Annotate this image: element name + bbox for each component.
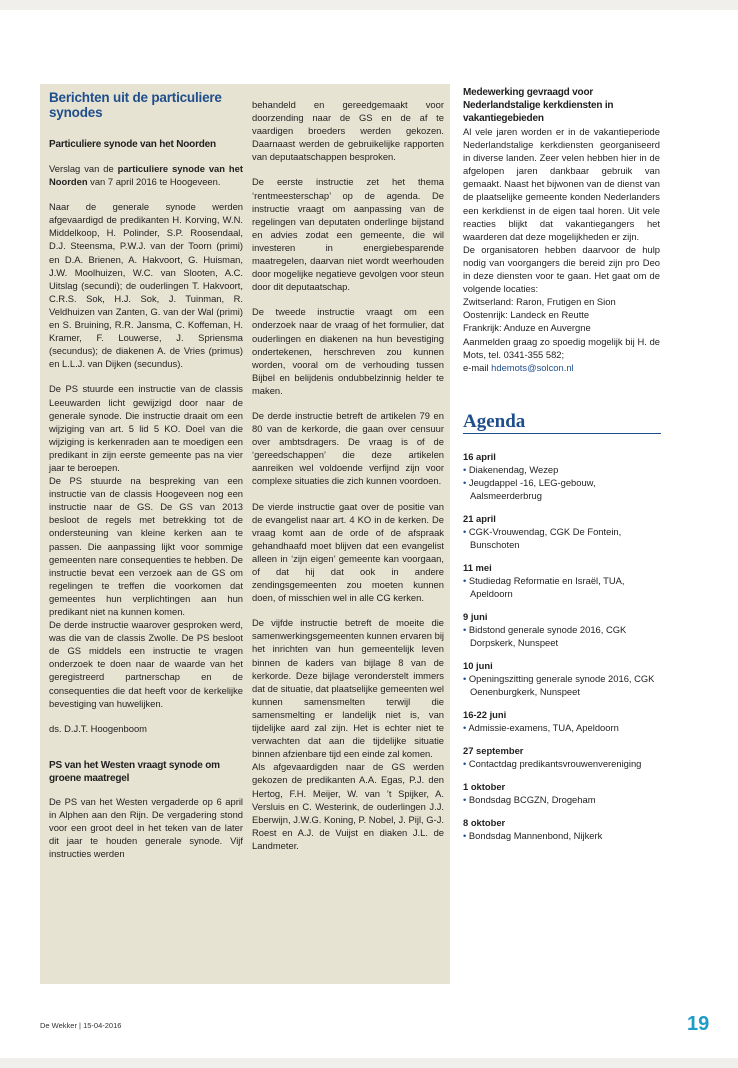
agenda-date: 11 mei [463,561,492,573]
location-line: Zwitserland: Raron, Frutigen en Sion [463,296,616,308]
email-link[interactable]: hdemots@solcon.nl [491,361,574,373]
column-left [49,90,243,860]
location-line: Oostenrijk: Landeck en Reutte [463,309,590,321]
footer-publication: De Wekker | 15-04-2016 [40,1021,122,1030]
agenda-item: • Openingszitting generale synode 2016, CGK Oenenburgkerk, Nunspeet [463,672,655,697]
bullet-icon: • [463,793,469,805]
agenda-item: • Jeugdappel -16, LEG-gebouw, Aalsmeerderbrug [463,476,596,501]
noorden-paragraph: De PS stuurde na bespreking van een instructie van de classis Hoogeveen nog een instructie naar de GS. De GS van 2013 besloot de regels met betrekking tot de ondersteuning van kleine kerken aan te passen. Die aanpassing lijkt voor sommige gemeenten nare consequenties te hebben. De instructie bevat een verzoek aan de GS om regelingen te treffen die voorkomen dat gemeentes hun verplichtingen aan hun predikant niet na kunnen komen. [49,475,243,617]
agenda-date: 10 juni [463,659,493,671]
agenda-divider [463,433,661,434]
noorden-paragraph: De derde instructie waarover gesproken werd, was die van de classis Zwolle. De PS besloot de GS middels een instructie te vragen onderzoek te doen naar de waarde van het geregistreerd partnerschap en de consequenties die dat heeft voor de kerkelijke bevestiging van huwelijken. [49,619,243,709]
westen-heading: PS van het Westen vraagt synode om groene maatregel [49,759,220,784]
agenda-item: • Studiedag Reformatie en Israël, TUA, Apeldoorn [463,574,625,599]
bullet-icon: • [463,476,469,488]
signature: ds. D.J.T. Hoogenboom [49,722,147,734]
vakantie-paragraph: Al vele jaren worden er in de vakantieperiode Nederlandstalige kerkdiensten georganiseerd in diverse landen. Zeer velen hebben hier in de afgelopen jaren dankbaar gebruik van gemaakt. Naast het bijwonen van de dienst van de plaatselijke gemeente konden Nederlanders een kerkdienst in de eigen taal horen. Uit vele reacties blijkt dat vakantiegangers het waarderen dat deze mogelijkheden er zijn. [463,126,660,242]
column-middle [252,98,444,852]
agenda-date: 8 oktober [463,816,506,828]
agenda-date: 9 juni [463,610,488,622]
noorden-intro: Verslag van de particuliere synode van het Noorden van 7 april 2016 te Hoogeveen. [49,163,243,188]
westen-paragraph: De vierde instructie gaat over de positie van de evangelist naar art. 4 KO in de kerken. De vraag komt aan de orde of de afspraak gehandhaafd moet blijven dat een evangelist alleen in ‘zijn eigen’ gemeente kan voorgaan, of dat hij dat ook in andere zendingsgemeenten zou moeten kunnen doen, of misschien wel in alle CG kerken. [252,500,444,604]
noorden-paragraph: Naar de generale synode werden afgevaardigd de predikanten H. Korving, W.N. Middelkoop, H. Polinder, S.P. Roosendaal, D.J. Steensma, P.W.J. van der Toorn (primi) en D.A. Brienen, A. Hakvoort, G. Huisman, J.W. Moolhuizen, W.C. van Slooten, A.C. Uitslag (secundi); de ouderlingen T. Hakvoort, C.R.S. Sok, H.J. Sok, J. Tuinman, R. Veldhuizen van Zanten, G. van der Wal (primi) en S. Bruining, R.R. Jansma, C. Koffeman, H. Kramer, F. Louwerse, J. Spriensma (secundus); de diakenen A. de Vries (primus) en L.L.J. van Dijken (secundus). [49,201,243,370]
bullet-icon: • [463,463,469,475]
top-margin [0,0,738,10]
agenda-date: 16 april [463,450,496,462]
bullet-icon: • [463,721,469,733]
bullet-icon: • [463,757,469,769]
agenda-date: 27 september [463,744,524,756]
agenda-date: 1 oktober [463,780,506,792]
agenda-item: • CGK-Vrouwendag, CGK De Fontein, Bunschoten [463,525,622,550]
bottom-margin [0,1058,738,1068]
agenda-item: • Bidstond generale synode 2016, CGK Dorpskerk, Nunspeet [463,623,627,648]
noorden-heading: Particuliere synode van het Noorden [49,139,216,150]
bullet-icon: • [463,525,469,537]
westen-paragraph: De PS van het Westen vergaderde op 6 april in Alphen aan den Rijn. De vergadering stond voor een groot deel in het teken van de later dit jaar te houden generale synode. Vijf instructies werden [49,795,243,860]
bullet-icon: • [463,623,469,635]
vakantie-paragraph: De organisatoren hebben daarvoor de hulp nodig van voorgangers die bereid zijn pro Deo in deze diensten voor te gaan. Het gaat om de volgende locaties: [463,243,660,295]
bullet-icon: • [463,672,469,684]
agenda-item: • Admissie-examens, TUA, Apeldoorn [463,721,619,733]
westen-paragraph: De vijfde instructie betreft de moeite die samenwerkingsgemeenten kunnen ervaren bij het inrichten van hun gemeentelijk leven binnen de kaders van bijlage 8 van de kerkorde. Deze bijlage veronderstelt immers dat de situatie, dat plaatselijke gemeenten wel kunnen samensmelten terwijl die samensmelting er landelijk niet is, van tijdelijke aard zal zijn. Het is echter niet te verwachten dat aan die tijdelijke situatie binnen afzienbare tijd een einde zal komen. [252,617,444,760]
agenda-item: • Contactdag predikantsvrouwenvereniging [463,757,642,769]
agenda-date: 16-22 juni [463,708,507,720]
westen-paragraph: De derde instructie betreft de artikelen 79 en 80 van de kerkorde, die gaan over censuur over ambtsdragers. De vraag is of de ‘gereedschappen’ die deze artikelen aanreiken wel voldoende verfijnd zijn voor complexe situaties die zich kunnen voordoen. [252,409,444,487]
apply-text: Aanmelden graag zo spoedig mogelijk bij H. de Mots, tel. 0341-355 582; [463,335,660,360]
noorden-paragraph: De PS stuurde een instructie van de classis Leeuwarden licht gewijzigd door naar de generale synode. Die instructie draait om een wijziging van art. 5 lid 5 KO. Doel van die wijziging is kerkenraden aan te moedigen een predikant in zijn eerste gemeente pas na vier jaar te beroepen. [49,383,243,473]
agenda-list [463,450,660,842]
agenda-item: • Bondsdag BCGZN, Drogeham [463,793,596,805]
agenda-item: • Bondsdag Mannenbond, Nijkerk [463,829,603,841]
email-line: e-mail hdemots@solcon.nl [463,361,574,373]
location-line: Frankrijk: Anduze en Auvergne [463,322,591,334]
agenda-title: Agenda [463,410,526,432]
column-right [463,86,660,842]
article-title: Berichten uit de particuliere synodes [49,90,222,120]
agenda-item: • Diakenendag, Wezep [463,463,559,475]
westen-paragraph: behandeld en gereedgemaakt voor doorzending naar de GS en de af te vaardigen broeders werden gekozen. Daarnaast werden de gebruikelijke rapporten van deputaatschappen besproken. [252,99,444,163]
bullet-icon: • [463,829,469,841]
westen-paragraph: Als afgevaardigden naar de GS werden gekozen de predikanten A.A. Egas, P.J. den Hertog, F.H. Meijer, W. van ’t Spijker, A. Versluis en C. Westerink, de ouderlingen J.J. Eberwijn, J.W.G. Koning, P. Nobel, J. Pijl, G-J. Roest en A.J. de Vuijst en diaken J.L. de Landmeter. [252,761,444,851]
westen-paragraph: De eerste instructie zet het thema ‘rentmeesterschap’ op de agenda. De instructie vraagt om aanpassing van de regelingen van deputaten onderlinge bijstand en advies zodat een gemeente, die wil investeren in energiebesparende maatregelen, daarvan niet wordt weerhouden door mogelijke negatieve gevolgen voor steun door dit deputaatschap. [252,176,444,293]
page-number: 19 [687,1013,710,1035]
bullet-icon: • [463,574,469,586]
agenda-date: 21 april [463,512,496,524]
vakantie-heading: Medewerking gevraagd voor Nederlandstalige kerkdiensten in vakantiegebieden [463,87,614,124]
westen-paragraph: De tweede instructie vraagt om een onderzoek naar de vraag of het formulier, dat ouderlingen en diakenen na hun bevestiging ondertekenen, herschreven zou kunnen worden, vooral om de verhouding tussen Bijbel en belijdenis ondubbelzinnig helder te maken. [252,306,444,396]
